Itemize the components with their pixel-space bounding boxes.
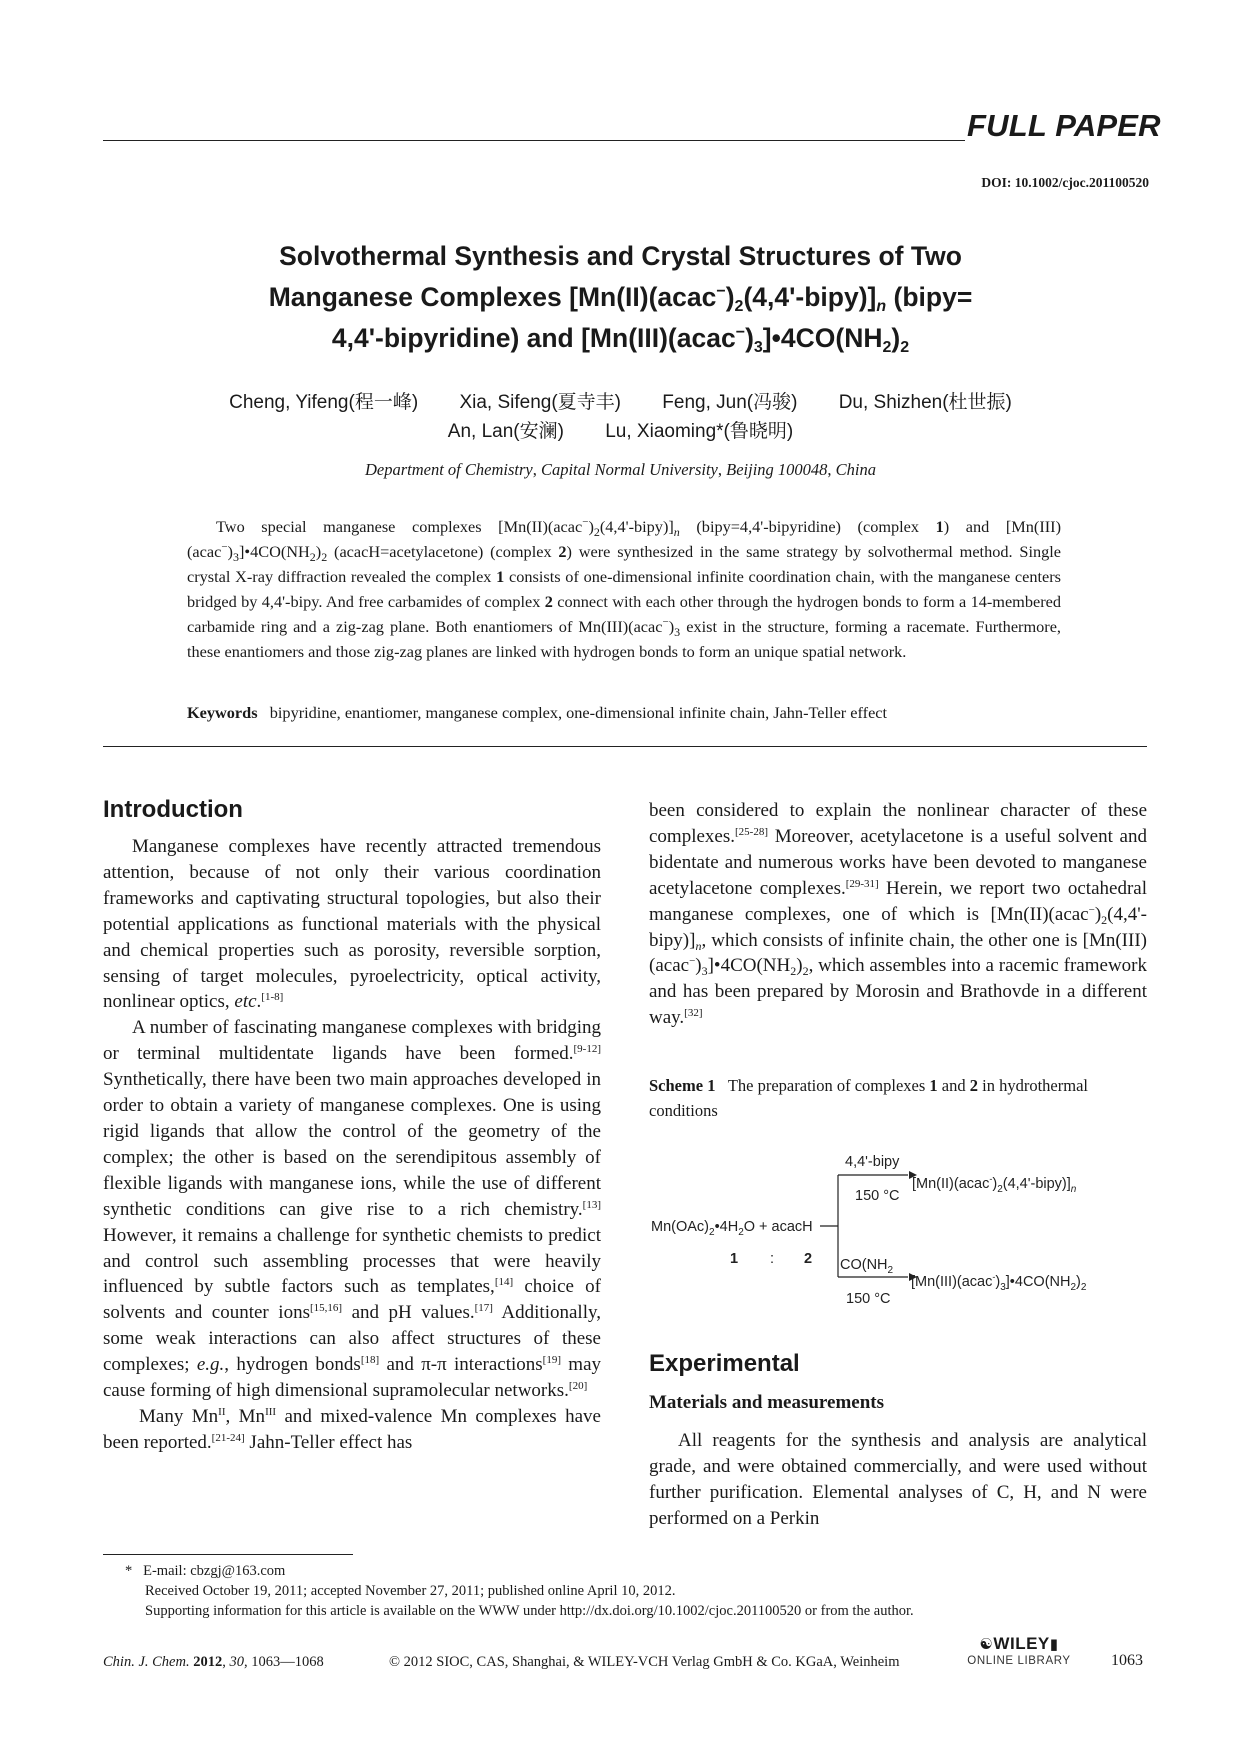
- intro-paragraph-3: Many $Mn^{II}$, $Mn^{III}$ and mixed-valence Mn complexes have been reported.[21-24] Jahn-Teller effect has: [103, 1405, 601, 1453]
- right-column: [649, 798, 1147, 1031]
- wiley-online-library-logo[interactable]: ☯WILEY▮ ONLINE LIBRARY: [967, 1634, 1071, 1667]
- lower-temperature: 150 °C: [846, 1291, 891, 1307]
- scheme-caption: Scheme 1 The preparation of complexes 1 and 2 in hydrothermal conditions: [649, 1076, 1088, 1120]
- citation-link[interactable]: [15,16]: [309, 1302, 343, 1315]
- author-name: Feng, Jun(冯骏): [662, 392, 798, 413]
- citation-link[interactable]: [29-31]: [845, 877, 879, 890]
- books-icon: ▮: [1049, 1636, 1059, 1653]
- citation-link[interactable]: [19]: [542, 1354, 561, 1367]
- citation-link[interactable]: [18]: [360, 1354, 380, 1367]
- keywords-text: bipyridine, enantiomer, manganese complex, one-dimensional infinite chain, Jahn-Teller effect: [269, 703, 888, 722]
- citation-link[interactable]: [17]: [474, 1302, 493, 1315]
- supporting-info: Supporting information for this article is available on the WWW under http://dx.doi.org/10.1002/cjoc.201100520 or from the author.: [145, 1603, 914, 1619]
- abstract: Two special manganese complexes $[Mn(II)(acac^-)_2(4,4'-bipy)]_n$ (bipy=4,4'-bipyridine) (complex 1) and $[Mn(III)(acac^-)_3]•4CO(NH_2)_2$ (acacH=acetylacetone) (complex 2) were synthesized in the same strategy by solvothermal method. Single crystal X-ray diffraction revealed the complex 1 consists of one-dimensional infinite coordination chain, with the manganese centers bridged by 4,4'-bipy. And free carbamides of complex 2 connect with each other through the hydrogen bonds to form a 14-membered carbamide ring and a zig-zag plane. Both enantiomers of $Mn(III)(acac^-)_3$ exist in the structure, forming a racemate. Furthermore, these enantiomers and those zig-zag planes are linked with hydrogen bonds to form an unique spatial network.: [187, 516, 1062, 661]
- abstract-rule: [103, 746, 1147, 747]
- citation-link[interactable]: [13]: [582, 1198, 601, 1211]
- intro-paragraph-1: Manganese complexes have recently attracted tremendous attention, because of not only their various coordination frameworks and captivating structural topologies, but also their potential applications as functional materials with the physical and chemical properties such as porosity, reversible sorption, sensing of target molecules, pyroelectricity, optical activity, nonlinear optics, etc.[1-8]: [103, 836, 601, 1013]
- introduction-heading: Introduction: [103, 796, 243, 823]
- author-name: An, Lan(安澜): [447, 421, 564, 442]
- footnote: * E-mail: cbzgj@163.com Received October 19, 2011; accepted November 27, 2011; published online April 10, 2012. Supporting information for this article is available on the WWW under http://dx.doi.org/10.1002/cjoc.201100520 or from the author.: [125, 1563, 914, 1619]
- title-line-3: 4,4'-bipyridine) and $[Mn(III)(acac^-)_3]•4CO(NH_2)_2$: [331, 323, 910, 356]
- reaction-scheme: [649, 1135, 1147, 1315]
- email-link[interactable]: E-mail: cbzgj@163.com: [143, 1563, 286, 1579]
- section-label: FULL PAPER: [967, 108, 1161, 143]
- title-line-2: Manganese Complexes $[Mn(II)(acac^-)_2(4,4'-bipy)]_n$ (bipy=: [268, 282, 973, 315]
- intro-paragraph-3-continued: been considered to explain the nonlinear character of these complexes.[25-28] Moreover, acetylacetone is a useful solvent and bidentate and numerous works have been devoted to manganese acetylacetone complexes.[29-31] Herein, we report two octahedral manganese complexes, one of which is $[Mn(II)(acac^-)_2(4,4'-bipy)]_n$, which consists of infinite chain, the other one is $[Mn(III)(acac^-)_3]•4CO(NH_2)_2$, which assembles into a racemic framework and has been prepared by Morosin and Brathovde in a different way.[32]: [649, 800, 1147, 1029]
- wiley-icon: ☯: [979, 1636, 994, 1653]
- citation-link[interactable]: [9-12]: [573, 1043, 601, 1056]
- keywords: [187, 703, 1061, 723]
- copyright: © 2012 SIOC, CAS, Shanghai, & WILEY-VCH Verlag GmbH & Co. KGaA, Weinheim: [389, 1654, 900, 1670]
- paper-title: [140, 236, 1101, 359]
- upper-product: $[Mn(II)(acac^-)_2(4,4'-bipy)]_n$: [912, 1174, 1077, 1195]
- journal-citation: Chin. J. Chem. 2012, 30, 1063—1068: [103, 1654, 324, 1670]
- experimental-heading: Experimental: [649, 1350, 800, 1377]
- citation-link[interactable]: [14]: [494, 1276, 514, 1289]
- citation-link[interactable]: [21-24]: [211, 1431, 245, 1444]
- received-dates: Received October 19, 2011; accepted November 27, 2011; published online April 10, 2012.: [145, 1583, 676, 1599]
- citation-link[interactable]: [32]: [684, 1007, 703, 1020]
- corresponding-author-name: Lu, Xiaoming*(鲁晓明): [605, 421, 794, 442]
- materials-subheading: Materials and measurements: [649, 1392, 885, 1413]
- citation-link[interactable]: [20]: [568, 1380, 588, 1393]
- scheme-ratio: 1 : 2: [730, 1251, 813, 1267]
- footnote-rule: [103, 1554, 353, 1555]
- doi-link[interactable]: DOI: 10.1002/cjoc.201100520: [981, 175, 1149, 190]
- page-number: 1063: [1111, 1652, 1143, 1669]
- keywords-label: Keywords: [187, 703, 258, 722]
- lower-reagent: $CO(NH_2$: [840, 1257, 894, 1276]
- citation-link[interactable]: [25-28]: [735, 825, 769, 838]
- author-name: Xia, Sifeng(夏寺丰): [459, 392, 621, 413]
- affiliation: Department of Chemistry, Capital Normal University, Beijing 100048, China: [364, 460, 877, 479]
- citation-link[interactable]: [1-8]: [261, 991, 284, 1004]
- author-name: Cheng, Yifeng(程一峰): [229, 392, 419, 413]
- left-column: [103, 796, 601, 1456]
- lower-product: $[Mn(III)(acac^-)_3]•4CO(NH_2)_2$: [911, 1272, 1087, 1293]
- intro-paragraph-2: A number of fascinating manganese complexes with bridging or terminal multidentate ligands have been formed.[9-12] Synthetically, there have been two main approaches developed in order to obtain a variety of manganese complexes. One is using rigid ligands that allow the control of the geometry of the complex; the other is based on the serendipitous assembly of flexible ligands with manganese ions, while the use of different synthetic conditions can give rise to a rich chemistry.[13] However, it remains a challenge for synthetic chemists to predict and control such assembling processes that were heavily influenced by subtle factors such as templates,[14] choice of solvents and counter ions[15,16] and pH values.[17] Additionally, some weak interactions can also affect structures of these complexes; e.g., hydrogen bonds[18] and π-π interactions[19] may cause forming of high dimensional supramolecular networks.[20]: [103, 1017, 602, 1402]
- title-line-1: Solvothermal Synthesis and Crystal Structures of Two: [279, 241, 962, 271]
- upper-reagent: 4,4'-bipy: [845, 1154, 900, 1170]
- author-name: Du, Shizhen(杜世振): [838, 392, 1012, 413]
- scheme-reactant: $Mn(OAc)_2•4H_2O$ + acacH: [651, 1219, 813, 1238]
- header-rule: [103, 140, 965, 141]
- author-list: [140, 388, 1101, 446]
- upper-temperature: 150 °C: [855, 1188, 900, 1204]
- experimental-paragraph: All reagents for the synthesis and analysis are analytical grade, and were obtained commercially, and were used without further purification. Elemental analyses of C, H, and N were performed on a Perkin: [649, 1430, 1147, 1529]
